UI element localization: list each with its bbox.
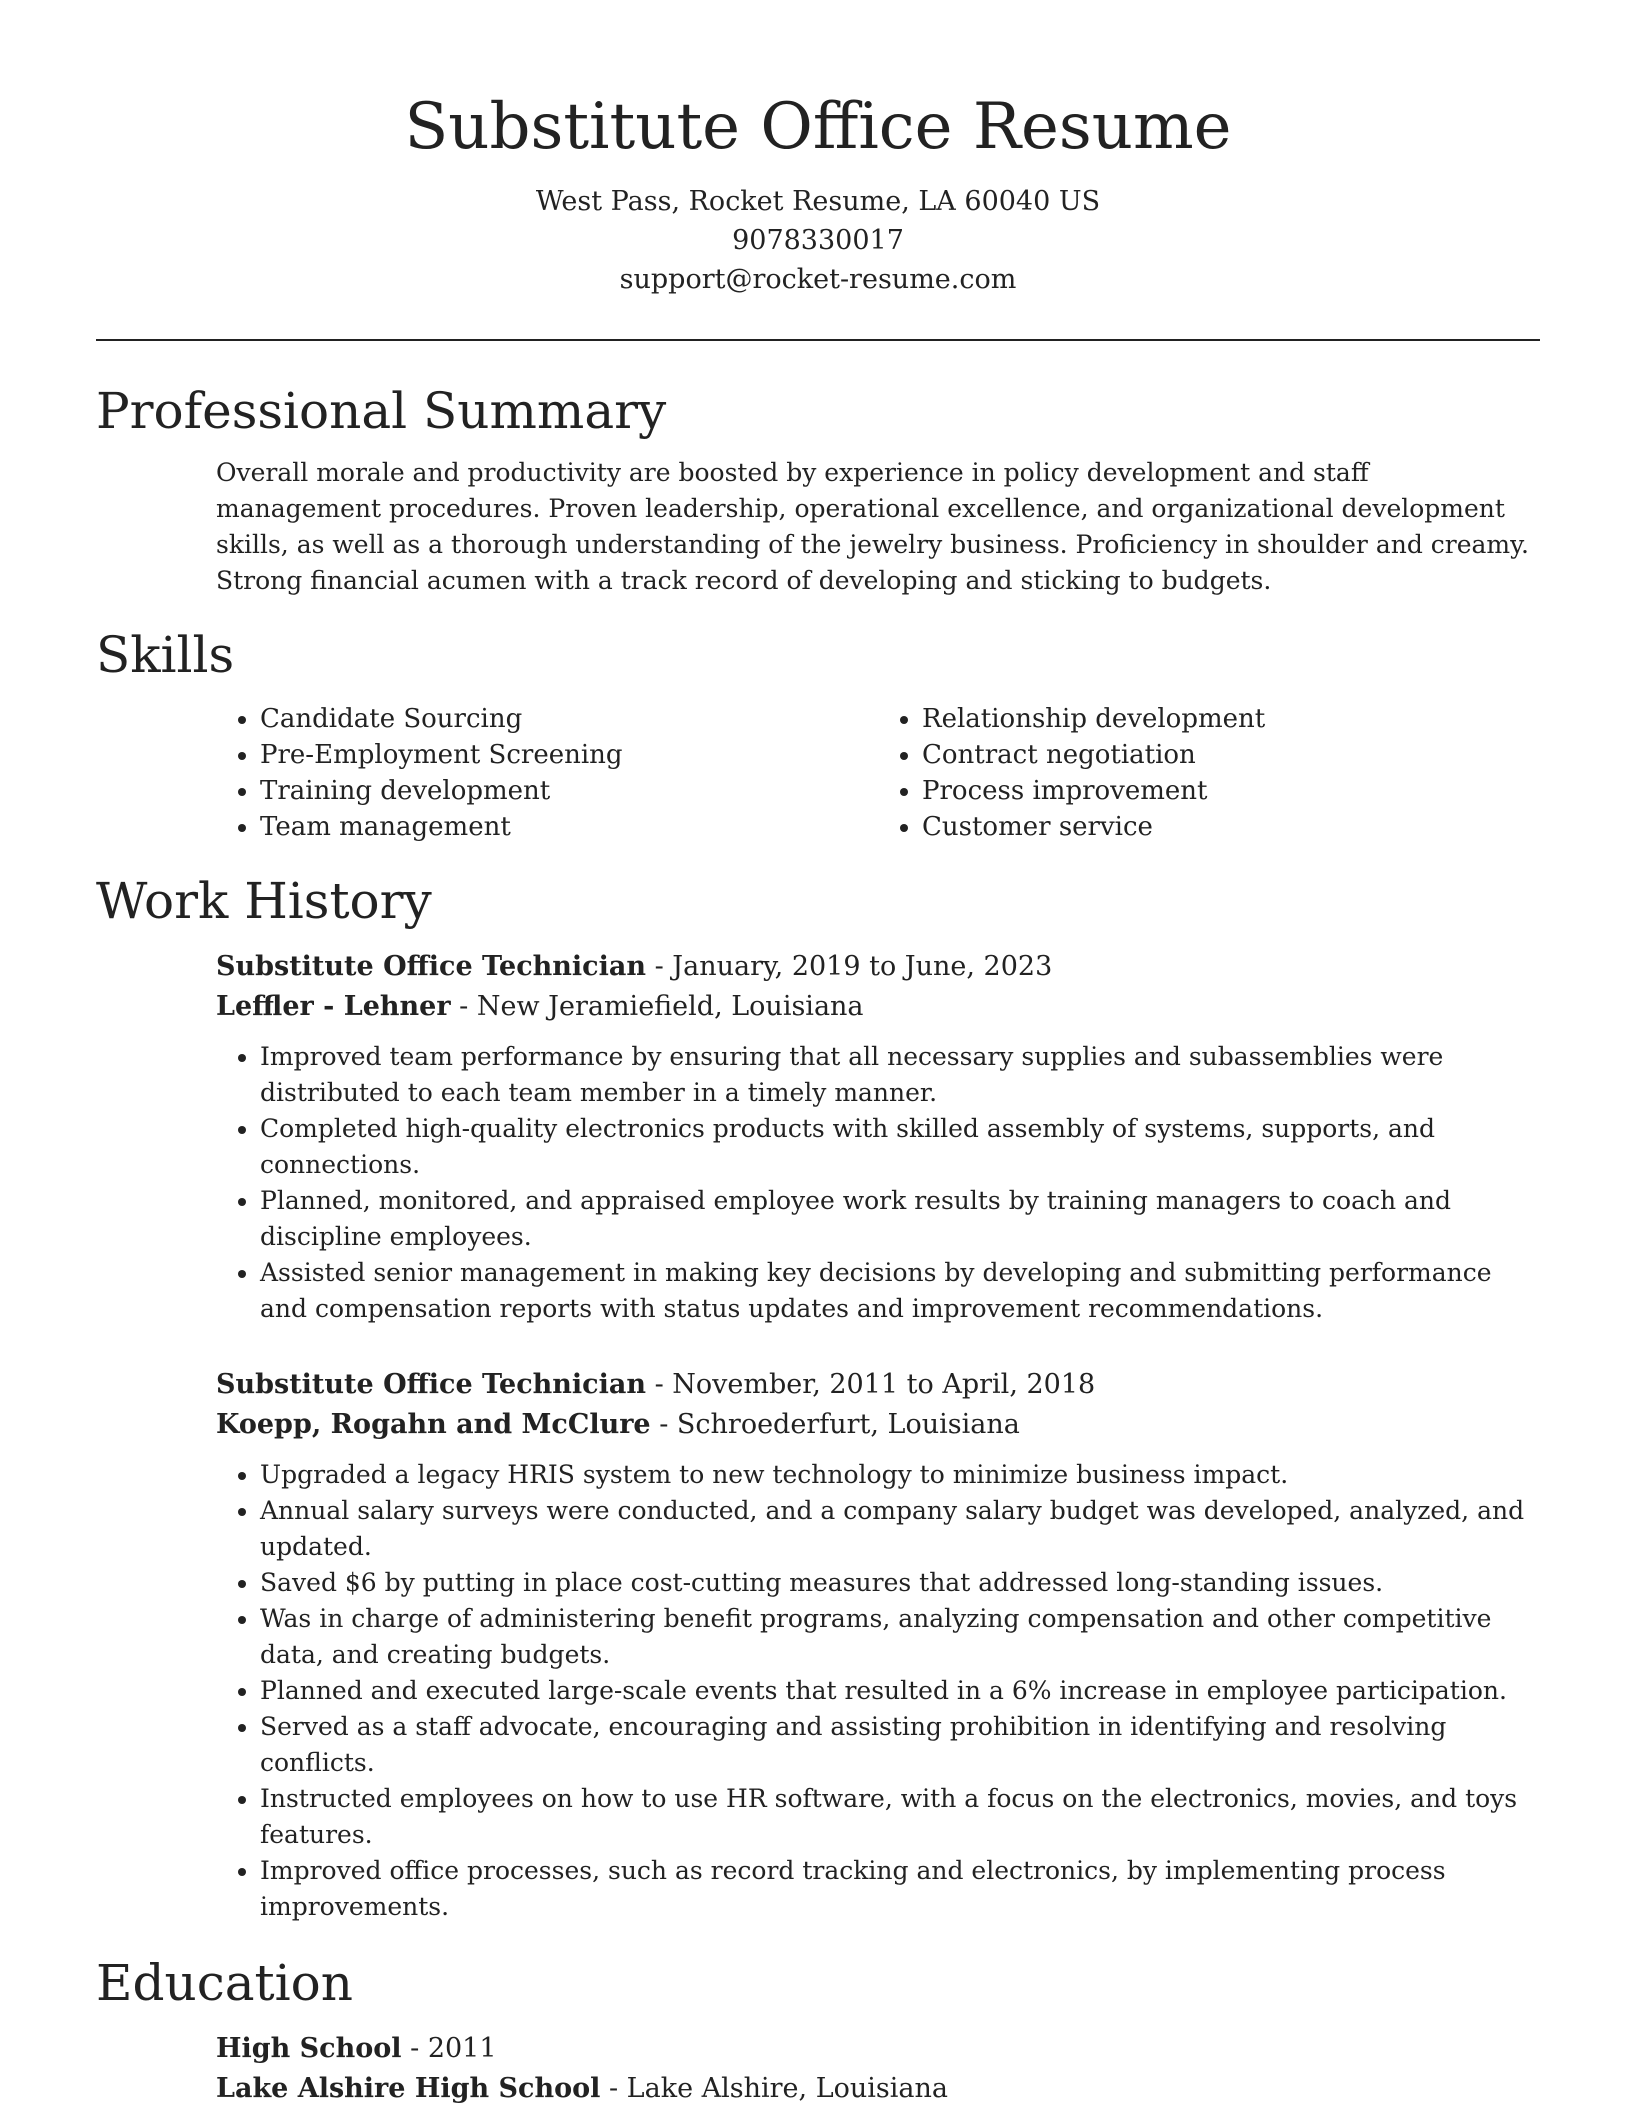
job-bullet: • Improved team performance by ensuring that all necessary supplies and subassemblies were distributed to each team member in a timely manner. xyxy=(260,1039,1540,1111)
resume-page xyxy=(96,0,1540,2109)
work-history-heading: Work History xyxy=(96,872,432,930)
job-company: Leffler - Lehner xyxy=(216,991,451,1022)
resume-header xyxy=(96,0,1540,299)
header-divider xyxy=(96,339,1540,341)
resume-title: Substitute Office Resume xyxy=(404,90,1232,164)
job-bullet: • Instructed employees on how to use HR software, with a focus on the electronics, movies, and toys features. xyxy=(260,1781,1540,1853)
education-heading: Education xyxy=(96,1954,353,2012)
skill-item: • Team management xyxy=(260,809,878,845)
job-dates: - January, 2019 to June, 2023 xyxy=(646,951,1053,982)
education-year: - 2011 xyxy=(401,2033,497,2064)
phone: 9078330017 xyxy=(732,225,904,256)
job-company-line xyxy=(216,1405,1540,1445)
education-degree: High School xyxy=(216,2033,402,2064)
summary-text: Overall morale and productivity are boosted by experience in policy development and staff management procedures. Proven leadership, operational excellence, and organizational development skills, as well as a thorough understanding of the jewelry business. Proficiency in shoulder and creamy. Strong financial acumen with a track record of developing and sticking to budgets. xyxy=(216,458,1529,595)
skills-section xyxy=(96,623,1540,845)
job-bullet: • Completed high-quality electronics products with skilled assembly of systems, supports, and connections. xyxy=(260,1111,1540,1183)
education-section xyxy=(96,1951,1540,2109)
job-bullets xyxy=(216,1039,1540,1327)
skills-grid xyxy=(216,701,1540,845)
job-company: Koepp, Rogahn and McClure xyxy=(216,1409,651,1440)
address: West Pass, Rocket Resume, LA 60040 US xyxy=(535,186,1101,217)
education-degree-line xyxy=(216,2029,1540,2069)
summary-heading: Professional Summary xyxy=(96,382,667,440)
summary-section xyxy=(96,379,1540,599)
job-location: - New Jeramiefield, Louisiana xyxy=(450,991,864,1022)
skill-item: • Relationship development xyxy=(922,701,1540,737)
job-bullet: • Upgraded a legacy HRIS system to new technology to minimize business impact. xyxy=(260,1457,1540,1493)
job-bullet: • Annual salary surveys were conducted, and a company salary budget was developed, analyzed, and updated. xyxy=(260,1493,1540,1565)
job-bullets xyxy=(216,1457,1540,1925)
job-title: Substitute Office Technician xyxy=(216,1369,646,1400)
skill-item: • Training development xyxy=(260,773,878,809)
skill-item: • Pre-Employment Screening xyxy=(260,737,878,773)
job-bullet: • Planned and executed large-scale events that resulted in a 6% increase in employee participation. xyxy=(260,1673,1540,1709)
email: support@rocket-resume.com xyxy=(619,264,1017,295)
education-location: - Lake Alshire, Louisiana xyxy=(600,2073,948,2104)
education-school-line xyxy=(216,2069,1540,2109)
skill-item: • Contract negotiation xyxy=(922,737,1540,773)
skill-item: • Customer service xyxy=(922,809,1540,845)
job-dates: - November, 2011 to April, 2018 xyxy=(646,1369,1096,1400)
job-title-line xyxy=(216,947,1540,987)
job-location: - Schroederfurt, Louisiana xyxy=(650,1409,1020,1440)
job-company-line xyxy=(216,987,1540,1027)
contact-info xyxy=(96,182,1540,299)
job-title: Substitute Office Technician xyxy=(216,951,646,982)
job-bullet: • Saved $6 by putting in place cost-cutting measures that addressed long-standing issues. xyxy=(260,1565,1540,1601)
work-history-section xyxy=(96,869,1540,1925)
skills-left-column xyxy=(216,701,878,845)
job-bullet: • Assisted senior management in making key decisions by developing and submitting performance and compensation reports with status updates and improvement recommendations. xyxy=(260,1255,1540,1327)
skill-item: • Candidate Sourcing xyxy=(260,701,878,737)
job-bullet: • Improved office processes, such as record tracking and electronics, by implementing process improvements. xyxy=(260,1853,1540,1925)
job-bullet: • Was in charge of administering benefit programs, analyzing compensation and other competitive data, and creating budgets. xyxy=(260,1601,1540,1673)
education-entry xyxy=(216,2029,1540,2109)
job-entry xyxy=(216,1365,1540,1925)
job-bullet: • Planned, monitored, and appraised employee work results by training managers to coach and discipline employees. xyxy=(260,1183,1540,1255)
skill-item: • Process improvement xyxy=(922,773,1540,809)
education-school: Lake Alshire High School xyxy=(216,2073,601,2104)
job-bullet: • Served as a staff advocate, encouraging and assisting prohibition in identifying and resolving conflicts. xyxy=(260,1709,1540,1781)
skills-right-column xyxy=(878,701,1540,845)
skills-heading: Skills xyxy=(96,626,235,684)
job-entry xyxy=(216,947,1540,1327)
job-title-line xyxy=(216,1365,1540,1405)
